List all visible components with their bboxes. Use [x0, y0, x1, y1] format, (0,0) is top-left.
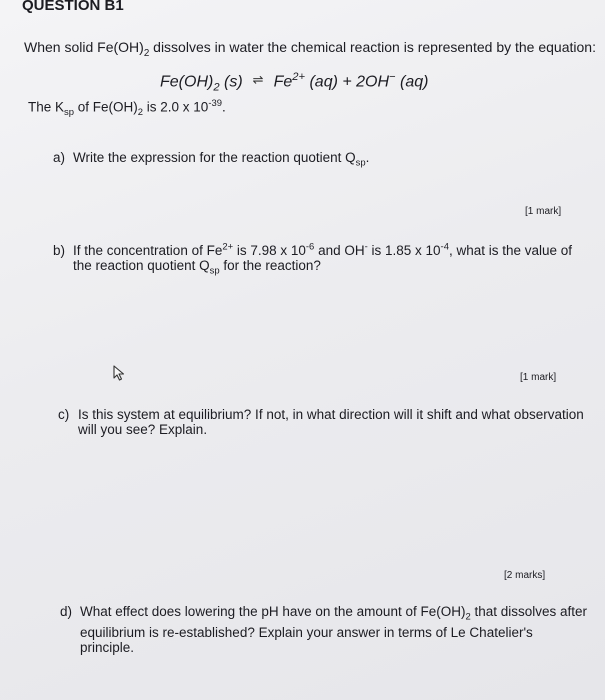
part-d-line2: equilibrium is re-established? Explain your answer in terms of Le Chatelier's	[80, 624, 533, 640]
mouse-pointer-icon	[112, 365, 126, 386]
ksp-statement: The $K_{sp}$ of $Fe(OH)_2$ is 2.0 x $10^{-39}$.	[28, 98, 226, 119]
part-c-label: c)	[58, 407, 70, 422]
part-c	[58, 407, 584, 437]
part-d-label: d)	[60, 604, 73, 619]
chemical-equation: $Fe(OH)_2$ (s) ⇌ $Fe^{2+}$ (aq) + 2OH− (aq)	[160, 71, 429, 94]
part-a-marks: [1 mark]	[525, 206, 562, 217]
part-c-line2: will you see? Explain.	[78, 422, 208, 437]
part-a	[53, 150, 369, 171]
part-a-text: Write the expression for the reaction quotient $Q_{sp}$.	[73, 150, 370, 169]
part-b-label: b)	[53, 242, 66, 258]
part-a-label: a)	[53, 150, 66, 165]
part-b-marks: [1 mark]	[520, 372, 557, 383]
part-d-line3: principle.	[80, 639, 135, 655]
part-b-line2: the reaction quotient $Q_{sp}$ for the reaction?	[73, 257, 321, 277]
part-d	[60, 604, 587, 655]
question-intro: When solid $Fe(OH)_2$ dissolves in water the chemical reaction is represented by the equation:	[24, 39, 596, 59]
equilibrium-arrow-icon: ⇌	[252, 72, 264, 88]
part-b-line1: If the concentration of $Fe^{2+}$ is 7.98 x $10^{-6}$ and OH- is 1.85 x $10^{-4}$, what is the value of	[73, 241, 573, 258]
part-c-line1: Is this system at equilibrium? If not, in what direction will it shift and what observation	[78, 407, 584, 422]
part-d-line1: What effect does lowering the pH have on the amount of $Fe(OH)_2$ that dissolves after	[80, 604, 588, 623]
part-c-marks: [2 marks]	[504, 570, 546, 581]
part-b	[53, 239, 572, 278]
question-title: QUESTION B1	[22, 0, 124, 14]
